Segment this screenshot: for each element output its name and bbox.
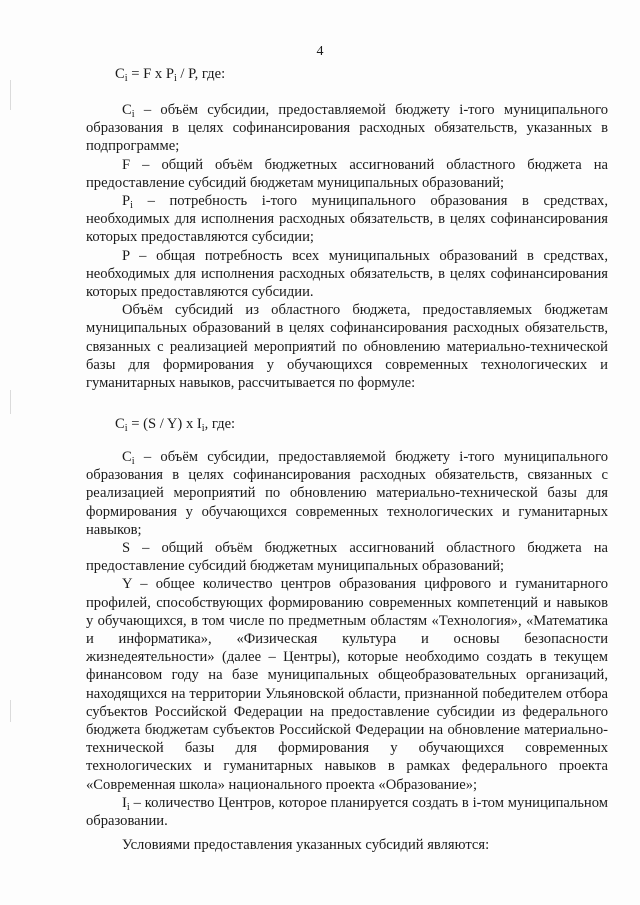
formula-1 <box>115 66 225 83</box>
definition-ci: $C_i$ – объём субсидии, предоставляемой бюджету i-того муниципального образования в целях софинансирования расходных обязательств, указанных в подпрограмме; <box>86 102 608 155</box>
formula-1-lhs: C <box>115 66 125 82</box>
scan-artifact-mark <box>10 80 11 110</box>
formula-1-lhs-sub: i <box>124 73 128 84</box>
formula-2-lhs-sub: i <box>124 423 128 434</box>
definition-f: F – общий объём бюджетных ассигнований областного бюджета на предоставление субсидий бюджетам муниципальных образований; <box>86 156 608 191</box>
formula-1-rest: / P, где: <box>176 66 226 82</box>
definition-ci-2: $C_i$ – объём субсидии, предоставляемой бюджету i-того муниципального образования в целях софинансирования расходных обязательств, связанных с реализацией мероприятий по обновлению материально-технической базы для формирования у обучающихся современных технологических и гуманитарных навыков; <box>86 449 608 538</box>
scan-artifact-mark <box>10 390 11 414</box>
formula-1-mid: = F x P <box>127 66 174 82</box>
intro-paragraph: Объём субсидий из областного бюджета, предоставляемых бюджетам муниципальных образований в целях софинансирования расходных обязательств, связанных с реализацией мероприятий по обновлению материально-технической базы для формирования у обучающихся современных технологических и гуманитарных навыков, рассчитывается по формуле: <box>86 302 608 392</box>
definition-pi: $P_i$ – потребность i-того муниципального образования в средствах, необходимых для исполнения расходных обязательств, в целях софинансирования которых предоставляются субсидии; <box>86 193 608 246</box>
definition-ii: $I_i$ – количество Центров, которое планируется создать в i-том муниципальном образовании. <box>86 794 608 830</box>
definitions-1 <box>86 101 608 392</box>
formula-2-rest: , где: <box>204 416 236 432</box>
formula-2-lhs: C <box>115 416 125 432</box>
definition-p: P – общая потребность всех муниципальных образований в средствах, необходимых для исполнения расходных обязательств, в целях софинансирования которых предоставляются субсидии. <box>86 247 608 301</box>
definition-y: Y – общее количество центров образования цифрового и гуманитарного профилей, способствующих формированию современных компетенций и навыков у обучающихся, в том числе по предметным областям «Технология», «Математика и информатика», «Физическая культура и основы безопасности жизнедеятельности» (далее – Центры), которые необходимо создать в текущем финансовом году на базе муниципальных общеобразовательных организаций, находящихся на территории Ульяновской области, признанной победителем отбора субъектов Российской Федерации на предоставление субсидии из федерального бюджета бюджетам субъектов Российской Федерации на обновление материально-технической базы для формирования у обучающихся современных технологических и гуманитарных навыков в рамках федерального проекта «Современная школа» национального проекта «Образование»; <box>86 576 608 793</box>
definition-s: S – общий объём бюджетных ассигнований областного бюджета на предоставление субсидий бюджетам муниципальных образований; <box>86 540 608 575</box>
scan-artifact-mark <box>10 700 11 722</box>
definitions-2 <box>86 448 608 854</box>
formula-2-mid: = (S / Y) x I <box>127 416 202 432</box>
page-number: 4 <box>316 44 324 59</box>
formula-2 <box>115 416 235 433</box>
conditions-paragraph: Условиями предоставления указанных субсидий являются: <box>122 837 490 854</box>
formula-1-mid-sub: i <box>173 73 177 84</box>
formula-2-mid-sub: i <box>201 423 205 434</box>
